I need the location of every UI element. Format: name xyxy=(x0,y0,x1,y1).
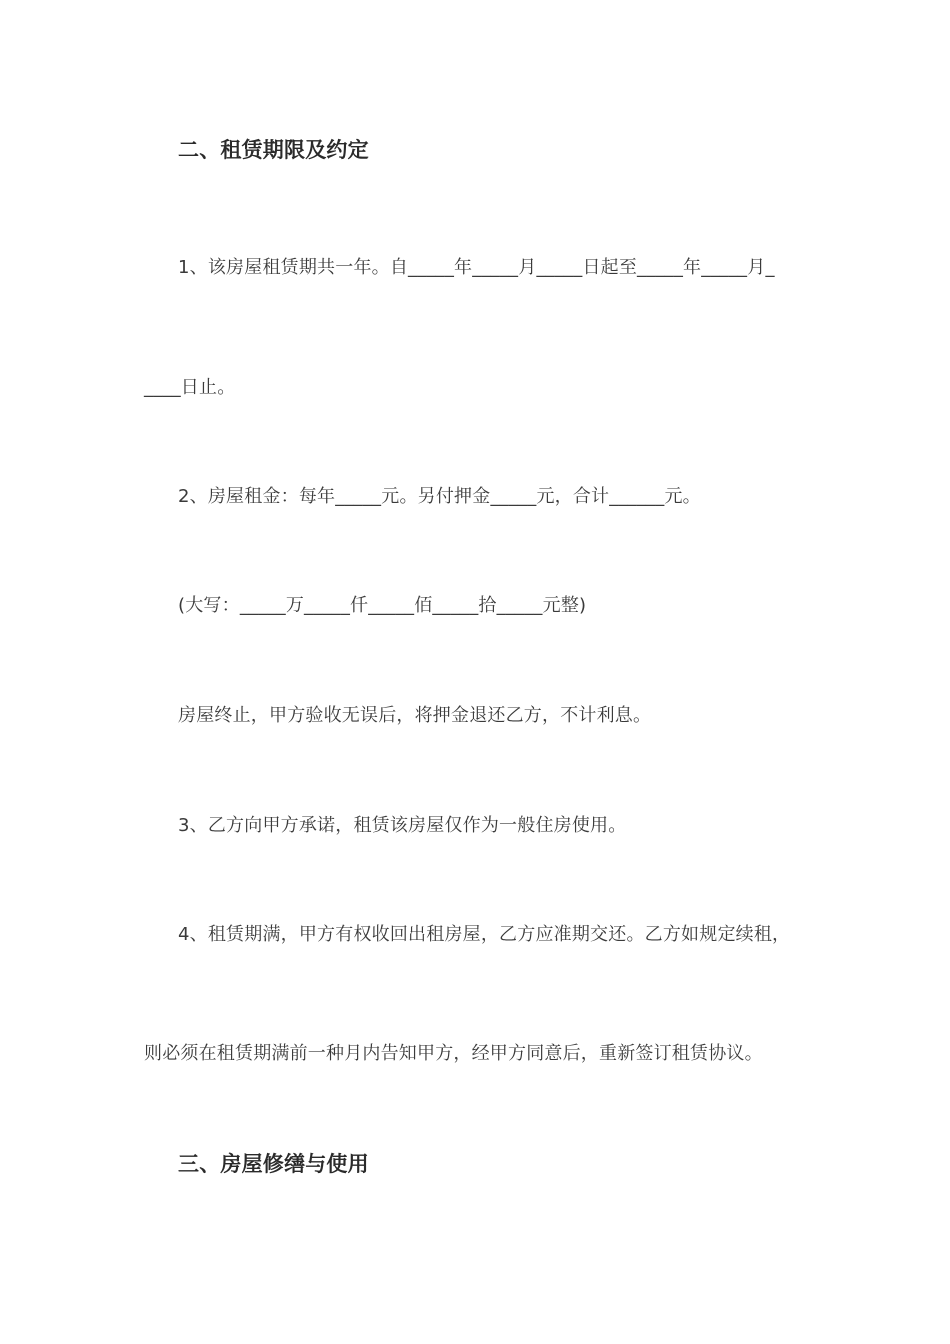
clause-1-line-1: 1、该房屋租赁期共一年。自_____年_____月_____日起至_____年_____月_ xyxy=(178,257,775,278)
clause-4-line-2: 则必须在租赁期满前一种月内告知甲方，经甲方同意后，重新签订租赁协议。 xyxy=(144,1043,763,1064)
clause-3-usage: 3、乙方向甲方承诺，租赁该房屋仅作为一般住房使用。 xyxy=(178,815,627,836)
clause-2-deposit-return: 房屋终止，甲方验收无误后，将押金退还乙方，不计利息。 xyxy=(178,705,652,726)
section-heading-lease-term: 二、租赁期限及约定 xyxy=(178,138,369,162)
section-heading-repair-and-use: 三、房屋修缮与使用 xyxy=(178,1152,369,1176)
clause-2-rent: 2、房屋租金：每年_____元。另付押金_____元，合计______元。 xyxy=(178,486,701,507)
clause-1-line-2: ____日止。 xyxy=(144,377,236,398)
clause-4-line-1: 4、租赁期满，甲方有权收回出租房屋，乙方应准期交还。乙方如规定续租， xyxy=(178,924,791,945)
clause-2-amount-in-words: (大写：_____万_____仟_____佰_____拾_____元整) xyxy=(178,595,587,616)
